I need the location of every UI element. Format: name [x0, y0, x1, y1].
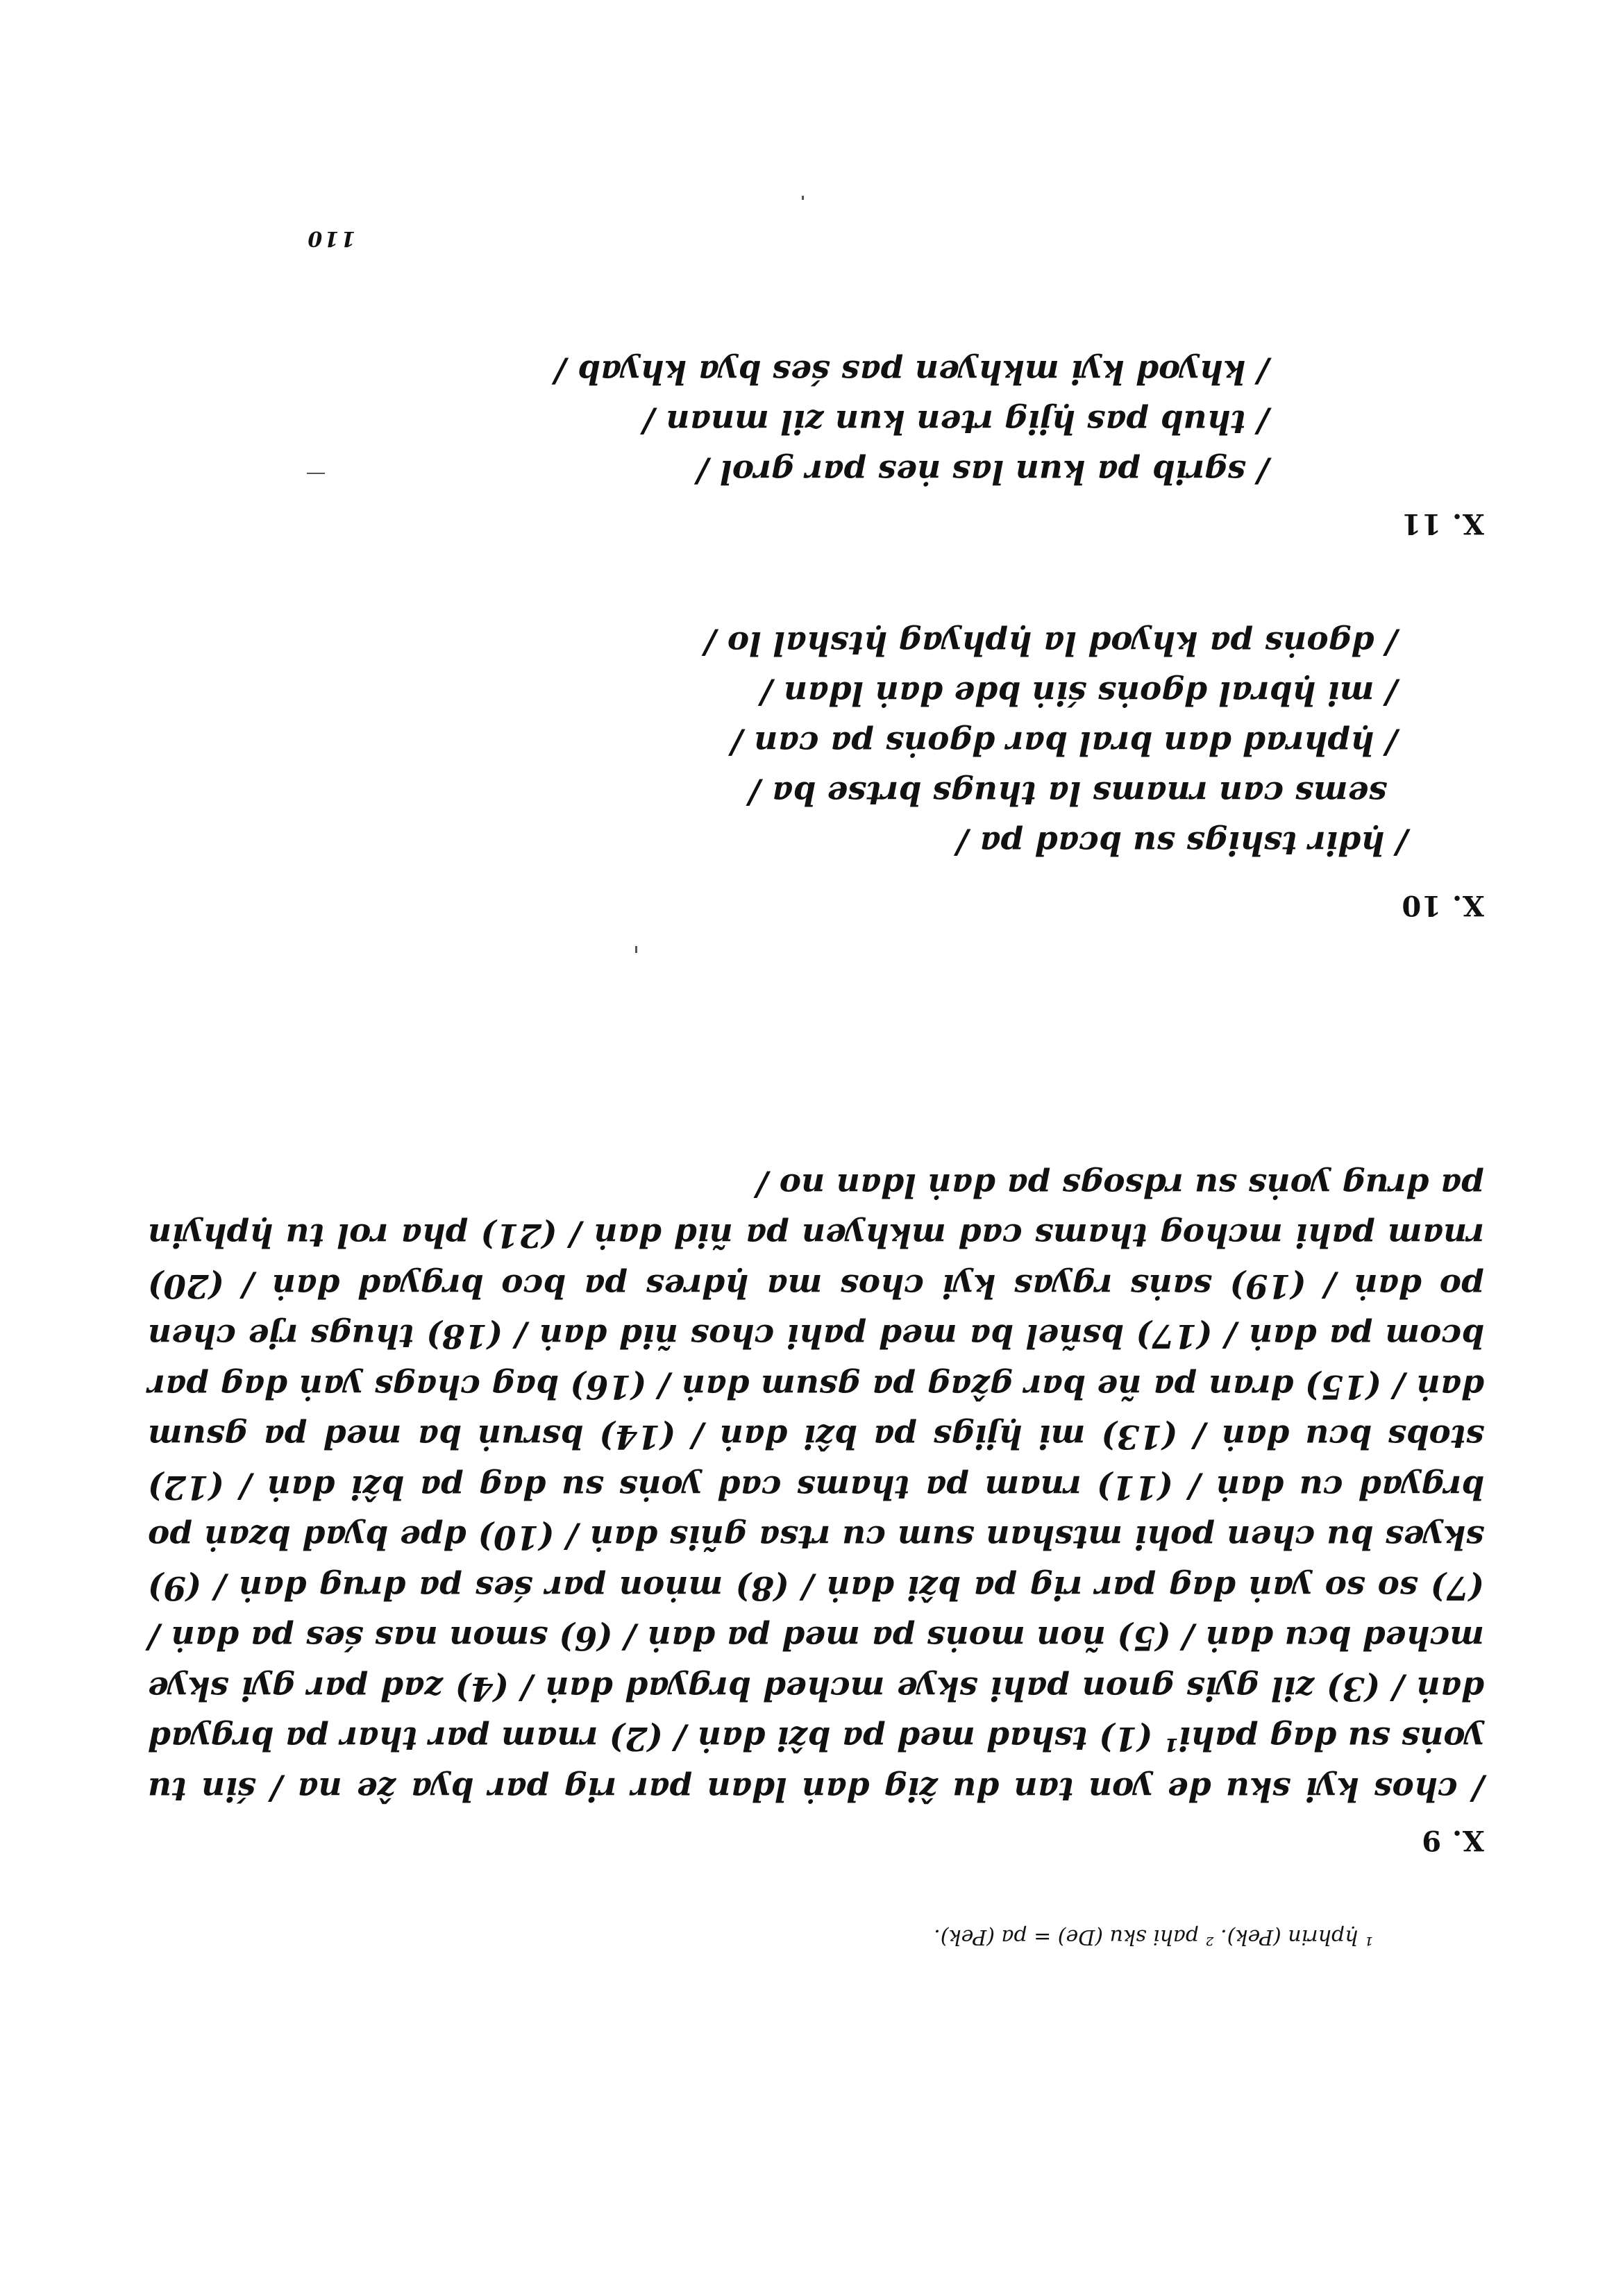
- footnote: ¹ ḥphrin (Pek). ² pahi sku (De) = pa (Pek).: [934, 1925, 1373, 1949]
- print-speck: [307, 473, 325, 474]
- verse-line: / dgoṅs pa khyod la ḥphyag ḥtshal lo /: [704, 624, 1397, 662]
- verse-x10: [186, 618, 1408, 868]
- section-heading-x11: X. 11: [1401, 507, 1484, 540]
- paragraph-x9: / chos kyi sku de yon tan du ẑig daṅ ldan par rig par bya ẑe na / śin tu yoṅs su dag pahi¹ (1) tshad med pa bẑi daṅ / (2) rnam par thar pa brgyad daṅ / (3) zil gyis gnon pahi skye mched brgyad daṅ / (4) zad par gyi skye mched bcu daṅ / (5) ñon moṅs pa med pa daṅ / (6) smon nas śes pa daṅ / (7) so so yaṅ dag par rig pa bẑi daṅ / (8) mṅon par śes pa drug daṅ / (9) skyes bu chen pohi mtshan sum cu rtsa gñis daṅ / (10) dpe byad bzaṅ po brgyad cu daṅ / (11) rnam pa thams cad yoṅs su dag pa bẑi daṅ / (12) stobs bcu daṅ / (13) mi ḥjigs pa bẑi daṅ / (14) bsruṅ ba med pa gsum daṅ / (15) dran pa ñe bar gẑag pa gsum daṅ / (16) bag chags yaṅ dag par bcom pa daṅ / (17) bsñel ba med pahi chos ñid daṅ / (18) thugs rje chen po daṅ / (19) saṅs rgyas kyi chos ma ḥdres pa bco brgyad daṅ / (20) rnam pahi mchog thams cad mkhyen pa ñid daṅ / (21) pha rol tu ḥphyin pa drug yoṅs su rdsogs pa daṅ ldan no /: [148, 1166, 1484, 1808]
- verse-line: / mi ḥbral dgoṅs śiṅ bde daṅ ldan /: [760, 674, 1397, 712]
- verse-line: sems can rnams la thugs brtse ba /: [748, 774, 1387, 812]
- verse-line: / khyod kyi mkhyen pas śes bya khyab /: [554, 353, 1269, 391]
- section-heading-x9: X. 9: [1421, 1824, 1484, 1857]
- verse-line: / sgrib pa kun las ṅes par grol /: [696, 453, 1269, 491]
- verse-line: / ḥdir tshigs su bcad pa /: [956, 824, 1408, 862]
- verse-line: / thub pas ḥjig rten kun zil mnan /: [642, 403, 1269, 441]
- section-heading-x10: X. 10: [1401, 889, 1484, 922]
- page-number: 110: [305, 226, 355, 251]
- verse-line: / ḥphrad dan bral bar dgoṅs pa can /: [730, 724, 1397, 762]
- verse-x11: [131, 346, 1269, 496]
- print-speck: [635, 946, 637, 953]
- print-speck: [802, 196, 804, 200]
